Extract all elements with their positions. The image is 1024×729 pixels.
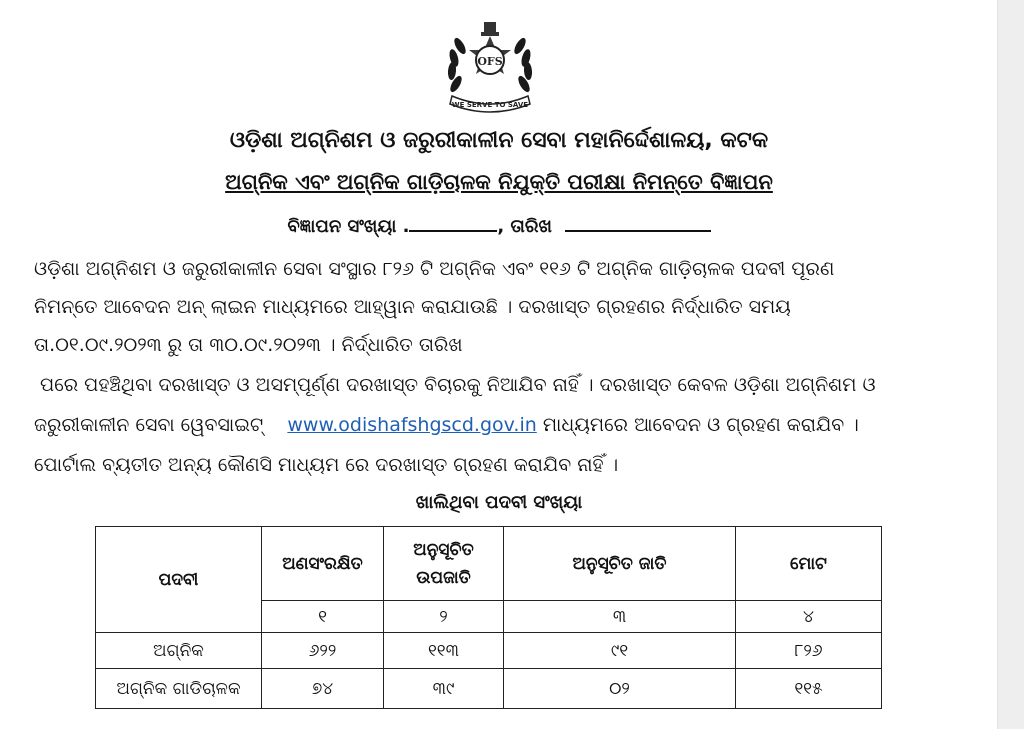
body-line-5-post: ମାଧ୍ୟମରେ ଆବେଦନ ଓ ଗ୍ରହଣ କରାଯିବ । (542, 414, 859, 436)
table-row (96, 633, 882, 669)
department-title: ଓଡ଼ିଶା ଅଗ୍ନିଶମ ଓ ଜରୁରୀକାଳୀନ ସେବା ମହାନିର୍ଦ୍ଦେଶାଳୟ, କଟକ (229, 128, 769, 153)
vacancy-table (95, 526, 882, 709)
body-line-3: ତା.୦୧.୦୯.୨୦୨୩ ରୁ ତା ୩୦.୦୯.୨୦୨୩ । ନିର୍ଦ୍ଧାରିତ ତାରିଖ (34, 334, 463, 356)
row-total: ୮୨୬ (736, 633, 882, 669)
vacancy-table-caption: ଖାଲିଥିବା ପଦବୀ ସଂଖ୍ୟା (415, 492, 583, 513)
row-st: ୧୧୩ (384, 633, 504, 669)
row-post: ଅଗ୍ନିକ ଗାଡିଚାଳକ (96, 669, 262, 709)
header-sc: ଅନୁସୂଚିତ ଜାତି (504, 527, 736, 601)
website-link[interactable]: www.odishafshgscd.gov.in (287, 414, 537, 436)
row-sc: ୯୧ (504, 633, 736, 669)
header-total: ମୋଟ (736, 527, 882, 601)
colnum-1: ୧ (262, 601, 384, 633)
ofs-emblem-logo (430, 16, 550, 116)
notification-subtitle (0, 170, 998, 195)
table-row (96, 669, 882, 709)
emblem-text: OFS (477, 55, 503, 68)
colnum-2: ୨ (384, 601, 504, 633)
body-line-6: ପୋର୍ଟାଲ ବ୍ୟତୀତ ଅନ୍ୟ କୌଣସି ମାଧ୍ୟମ ରେ ଦରଖାସ୍ତ ଗ୍ରହଣ କରାଯିବ ନାହିଁ । (34, 454, 619, 476)
advertisement-number-line (0, 212, 998, 237)
header-st-text: ଅନୁସୂଚିତ ଉପଜାତି (413, 539, 474, 588)
body-line-5 (34, 414, 859, 436)
colnum-3: ୩ (504, 601, 736, 633)
row-post: ଅଗ୍ନିକ (96, 633, 262, 669)
date-label: , ତାରିଖ (497, 216, 552, 237)
adv-no-label: ବିଜ୍ଞାପନ ସଂଖ୍ୟା . (287, 216, 410, 237)
body-line-4: ପରେ ପହଞ୍ଚିଥିବା ଦରଖାସ୍ତ ଓ ଅସମ୍ପୂର୍ଣ୍ଣ ଦରଖାସ୍ତ ବିଚାରକୁ ନିଆଯିବ ନାହିଁ । ଦରଖାସ୍ତ କେବଳ ଓଡ଼ିଶା ଅଗ୍ନିଶମ ଓ (40, 374, 876, 396)
colnum-4: ୪ (736, 601, 882, 633)
body-line-5-pre: ଜରୁରୀକାଳୀନ ସେବା ୱେବସାଇଟ୍ (34, 414, 264, 436)
row-unreserved: ୬୨୨ (262, 633, 384, 669)
header-post: ପଦବୀ (96, 527, 262, 633)
adv-no-blank (409, 212, 497, 232)
emblem-motto: WE SERVE TO SAVE (451, 101, 529, 109)
header-unreserved: ଅଣସଂରକ୍ଷିତ (262, 527, 384, 601)
row-total: ୧୧୫ (736, 669, 882, 709)
row-st: ୩୯ (384, 669, 504, 709)
subtitle-text: ଅଗ୍ନିକ ଏବଂ ଅଗ୍ନିକ ଗାଡ଼ିଚାଳକ ନିଯୁକ୍ତି ପରୀକ୍ଷା ନିମନ୍ତେ ବିଜ୍ଞାପନ (225, 170, 773, 194)
row-unreserved: ୭୪ (262, 669, 384, 709)
header-st (384, 527, 504, 601)
body-line-1: ଓଡ଼ିଶା ଅଗ୍ନିଶମ ଓ ଜରୁରୀକାଳୀନ ସେବା ସଂସ୍ଥାର ୮୨୬ ଟି ଅଗ୍ନିକ ଏବଂ ୧୧୬ ଟି ଅଗ୍ନିକ ଗାଡ଼ିଚାଳକ ପଦବୀ ପୂରଣ (34, 258, 835, 280)
date-blank (565, 212, 711, 232)
vertical-scrollbar[interactable] (997, 0, 1024, 729)
body-line-2: ନିମନ୍ତେ ଆବେଦନ ଅନ୍ ଲାଇନ ମାଧ୍ୟମରେ ଆହ୍ୱାନ କରାଯାଉଛି । ଦରଖାସ୍ତ ଗ୍ରହଣର ନିର୍ଦ୍ଧାରିତ ସମୟ (34, 296, 791, 318)
table-header-row (96, 527, 882, 601)
row-sc: ୦୨ (504, 669, 736, 709)
